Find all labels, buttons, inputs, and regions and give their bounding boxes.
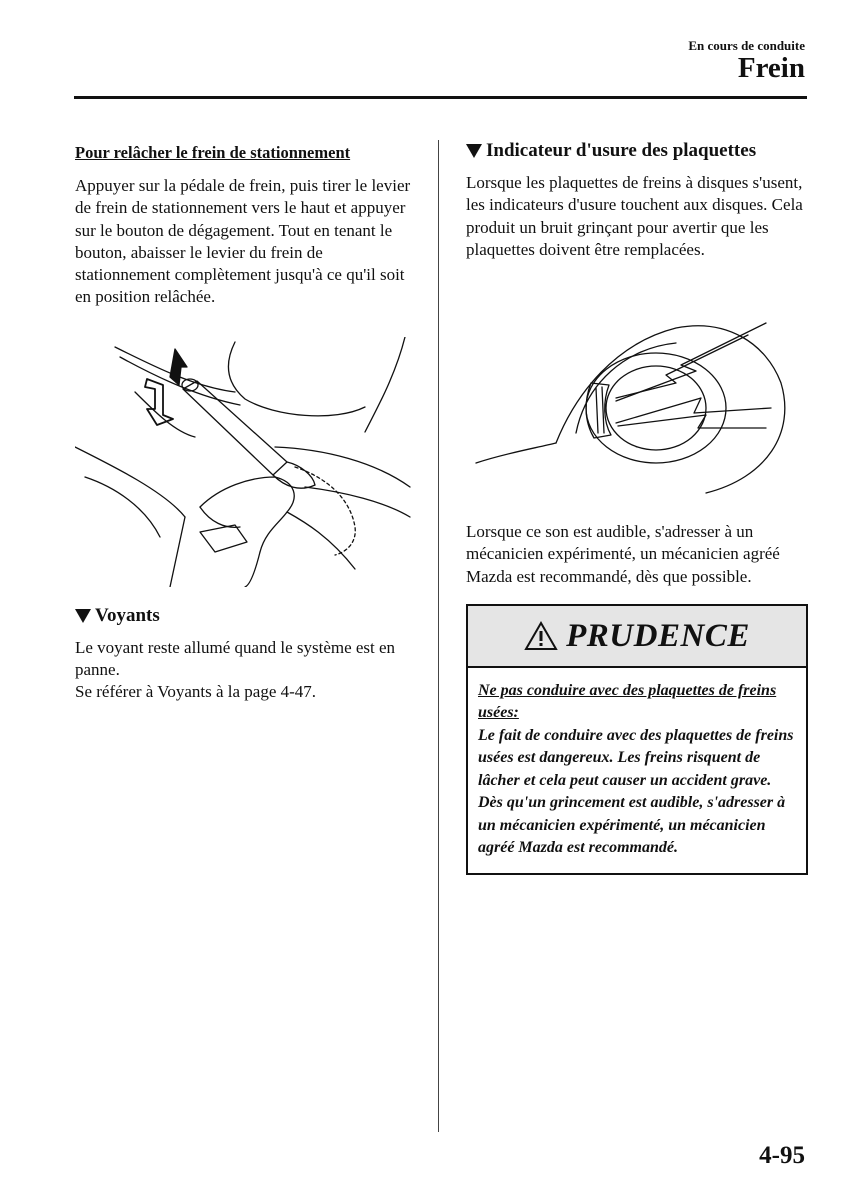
- voyants-heading: [75, 605, 420, 627]
- voyants-line-1: Le voyant reste allumé quand le système est en panne.: [75, 637, 396, 680]
- voyants-line-2: Se référer à Voyants à la page 4-47.: [75, 682, 317, 702]
- right-column: [466, 140, 811, 875]
- wear-paragraph-1: Lorsque les plaquettes de freins à disques s'usent, les indicateurs d'usure touchent aux disques. Cela produit un bruit grinçant pour avertir que les plaquettes doivent être remplacées.: [466, 173, 803, 259]
- left-column: [75, 140, 420, 704]
- triangle-down-icon: [75, 609, 91, 623]
- page-title: Frein: [737, 52, 805, 84]
- parking-brake-illustration: [75, 337, 415, 587]
- caution-lead: Ne pas conduire avec des plaquettes de freins usées:: [478, 682, 777, 722]
- caution-box: [466, 604, 808, 875]
- release-subheading: Pour relâcher le frein de stationnement: [75, 143, 351, 162]
- column-divider: [438, 140, 439, 1132]
- wear-paragraph-2: Lorsque ce son est audible, s'adresser à un mécanicien expérimenté, un mécanicien agréé Mazda est recommandé, dès que possible.: [466, 522, 780, 586]
- header-section: En cours de conduite: [688, 38, 805, 53]
- caution-header: [468, 606, 806, 668]
- voyants-heading-text: Voyants: [95, 604, 160, 626]
- wear-indicator-heading-text: Indicateur d'usure des plaquettes: [486, 140, 757, 161]
- page-number: 4-95: [759, 1142, 805, 1169]
- header-rule: [74, 96, 807, 99]
- release-paragraph: Appuyer sur la pédale de frein, puis tirer le levier de frein de stationnement vers le haut et appuyer sur le bouton de dégagement. Tout en tenant le bouton, abaisser le levier du frein de stationnement complètement jusqu'à ce qu'il soit en position relâchée.: [75, 176, 411, 307]
- caution-text: Le fait de conduire avec des plaquettes de freins usées est dangereux. Les freins risquent de lâcher et cela peut causer un accident grave. Dès qu'un grincement est audible, s'adresser à un mécanicien expérimenté, un mécanicien agréé Mazda est recommandé.: [478, 726, 794, 856]
- caution-body: [468, 668, 806, 873]
- brake-disc-illustration: [466, 283, 806, 503]
- warning-triangle-icon: [524, 621, 558, 651]
- wear-indicator-heading: [466, 140, 811, 162]
- caution-title: PRUDENCE: [566, 617, 750, 654]
- triangle-down-icon: [466, 144, 482, 158]
